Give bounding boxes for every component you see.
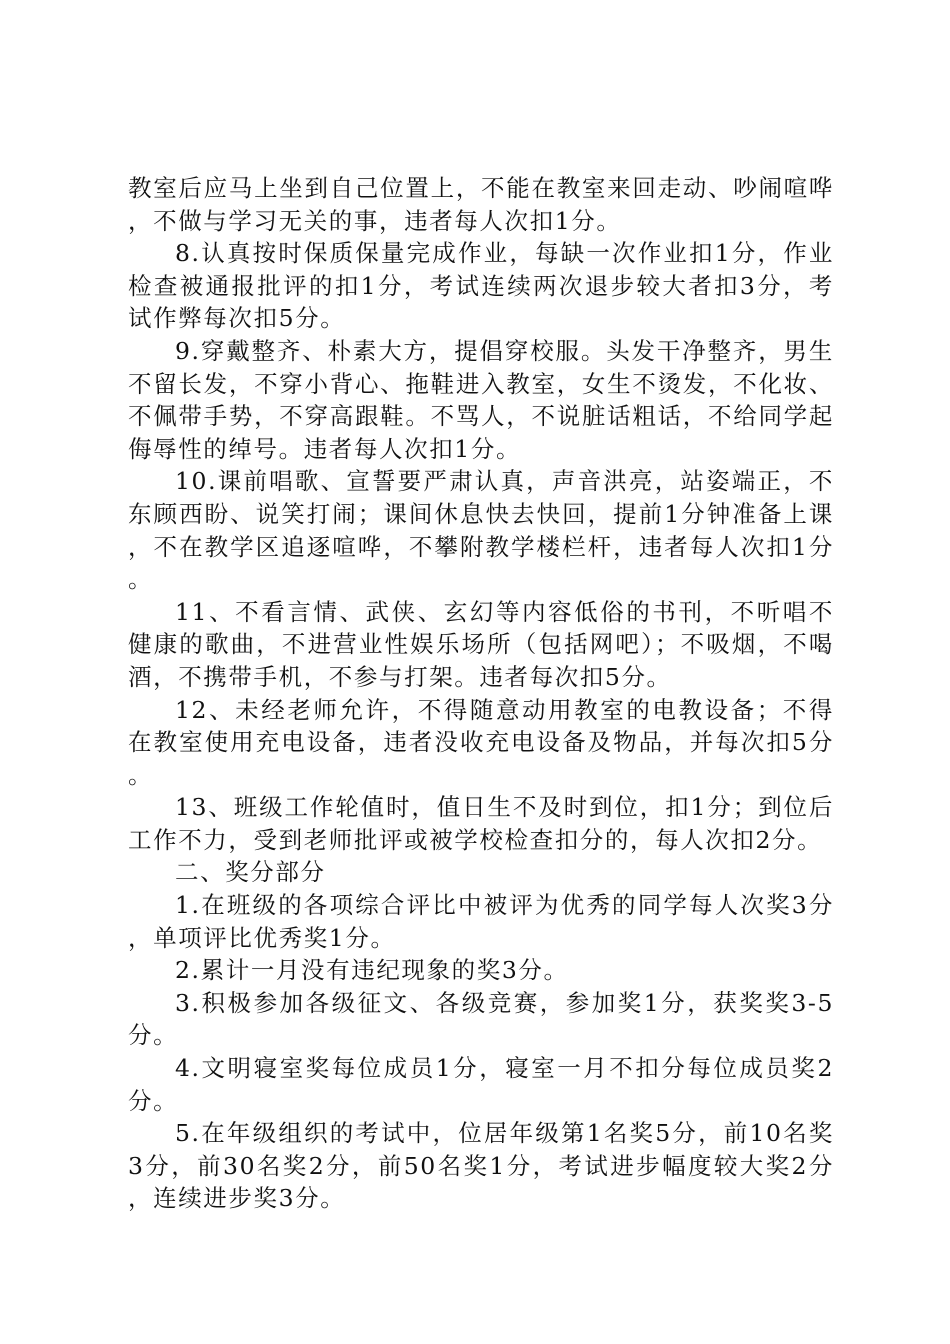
paragraph-continuation: 教室后应马上坐到自己位置上，不能在教室来回走动、吵闹喧哗，不做与学习无关的事，违者每人次扣1分。 [128, 174, 834, 235]
paragraph-bonus-1: 1.在班级的各项综合评比中被评为优秀的同学每人次奖3分，单项评比优秀奖1分。 [128, 891, 834, 952]
paragraph-rule-11: 11、不看言情、武侠、玄幻等内容低俗的书刊，不听唱不健康的歌曲，不进营业性娱乐场所（包括网吧）；不吸烟，不喝酒，不携带手机，不参与打架。违者每次扣5分。 [128, 597, 834, 691]
section-heading-bonus: 二、奖分部分 [175, 858, 326, 887]
paragraph-rule-8: 8.认真按时保质保量完成作业，每缺一次作业扣1分，作业检查被通报批评的扣1分，考试连续两次退步较大者扣3分，考试作弊每次扣5分。 [128, 239, 834, 333]
paragraph-rule-12: 12、未经老师允许，不得随意动用教室的电教设备；不得在教室使用充电设备，违者没收充电设备及物品，并每次扣5分。 [128, 695, 834, 789]
paragraph-rule-9: 9.穿戴整齐、朴素大方，提倡穿校服。头发干净整齐，男生不留长发，不穿小背心、拖鞋进入教室，女生不烫发，不化妆、不佩带手势，不穿高跟鞋。不骂人，不说脏话粗话，不给同学起侮辱性的绰号。违者每人次扣1分。 [128, 336, 834, 463]
paragraph-bonus-2: 2.累计一月没有违纪现象的奖3分。 [175, 956, 569, 985]
paragraph-rule-13: 13、班级工作轮值时，值日生不及时到位，扣1分；到位后工作不力，受到老师批评或被学校检查扣分的，每人次扣2分。 [128, 793, 834, 854]
paragraph-bonus-3: 3.积极参加各级征文、各级竞赛，参加奖1分，获奖奖3-5分。 [128, 988, 834, 1050]
paragraph-rule-10: 10.课前唱歌、宣誓要严肃认真，声音洪亮，站姿端正，不东顾西盼、说笑打闹；课间休息快去快回，提前1分钟准备上课，不在教学区追逐喧哗，不攀附教学楼栏杆，违者每人次扣1分。 [128, 467, 834, 594]
document-body [128, 172, 834, 1215]
paragraph-bonus-4: 4.文明寝室奖每位成员1分，寝室一月不扣分每位成员奖2分。 [128, 1054, 834, 1115]
paragraph-bonus-5: 5.在年级组织的考试中，位居年级第1名奖5分，前10名奖3分，前30名奖2分，前50名奖1分，考试进步幅度较大奖2分，连续进步奖3分。 [128, 1119, 834, 1213]
